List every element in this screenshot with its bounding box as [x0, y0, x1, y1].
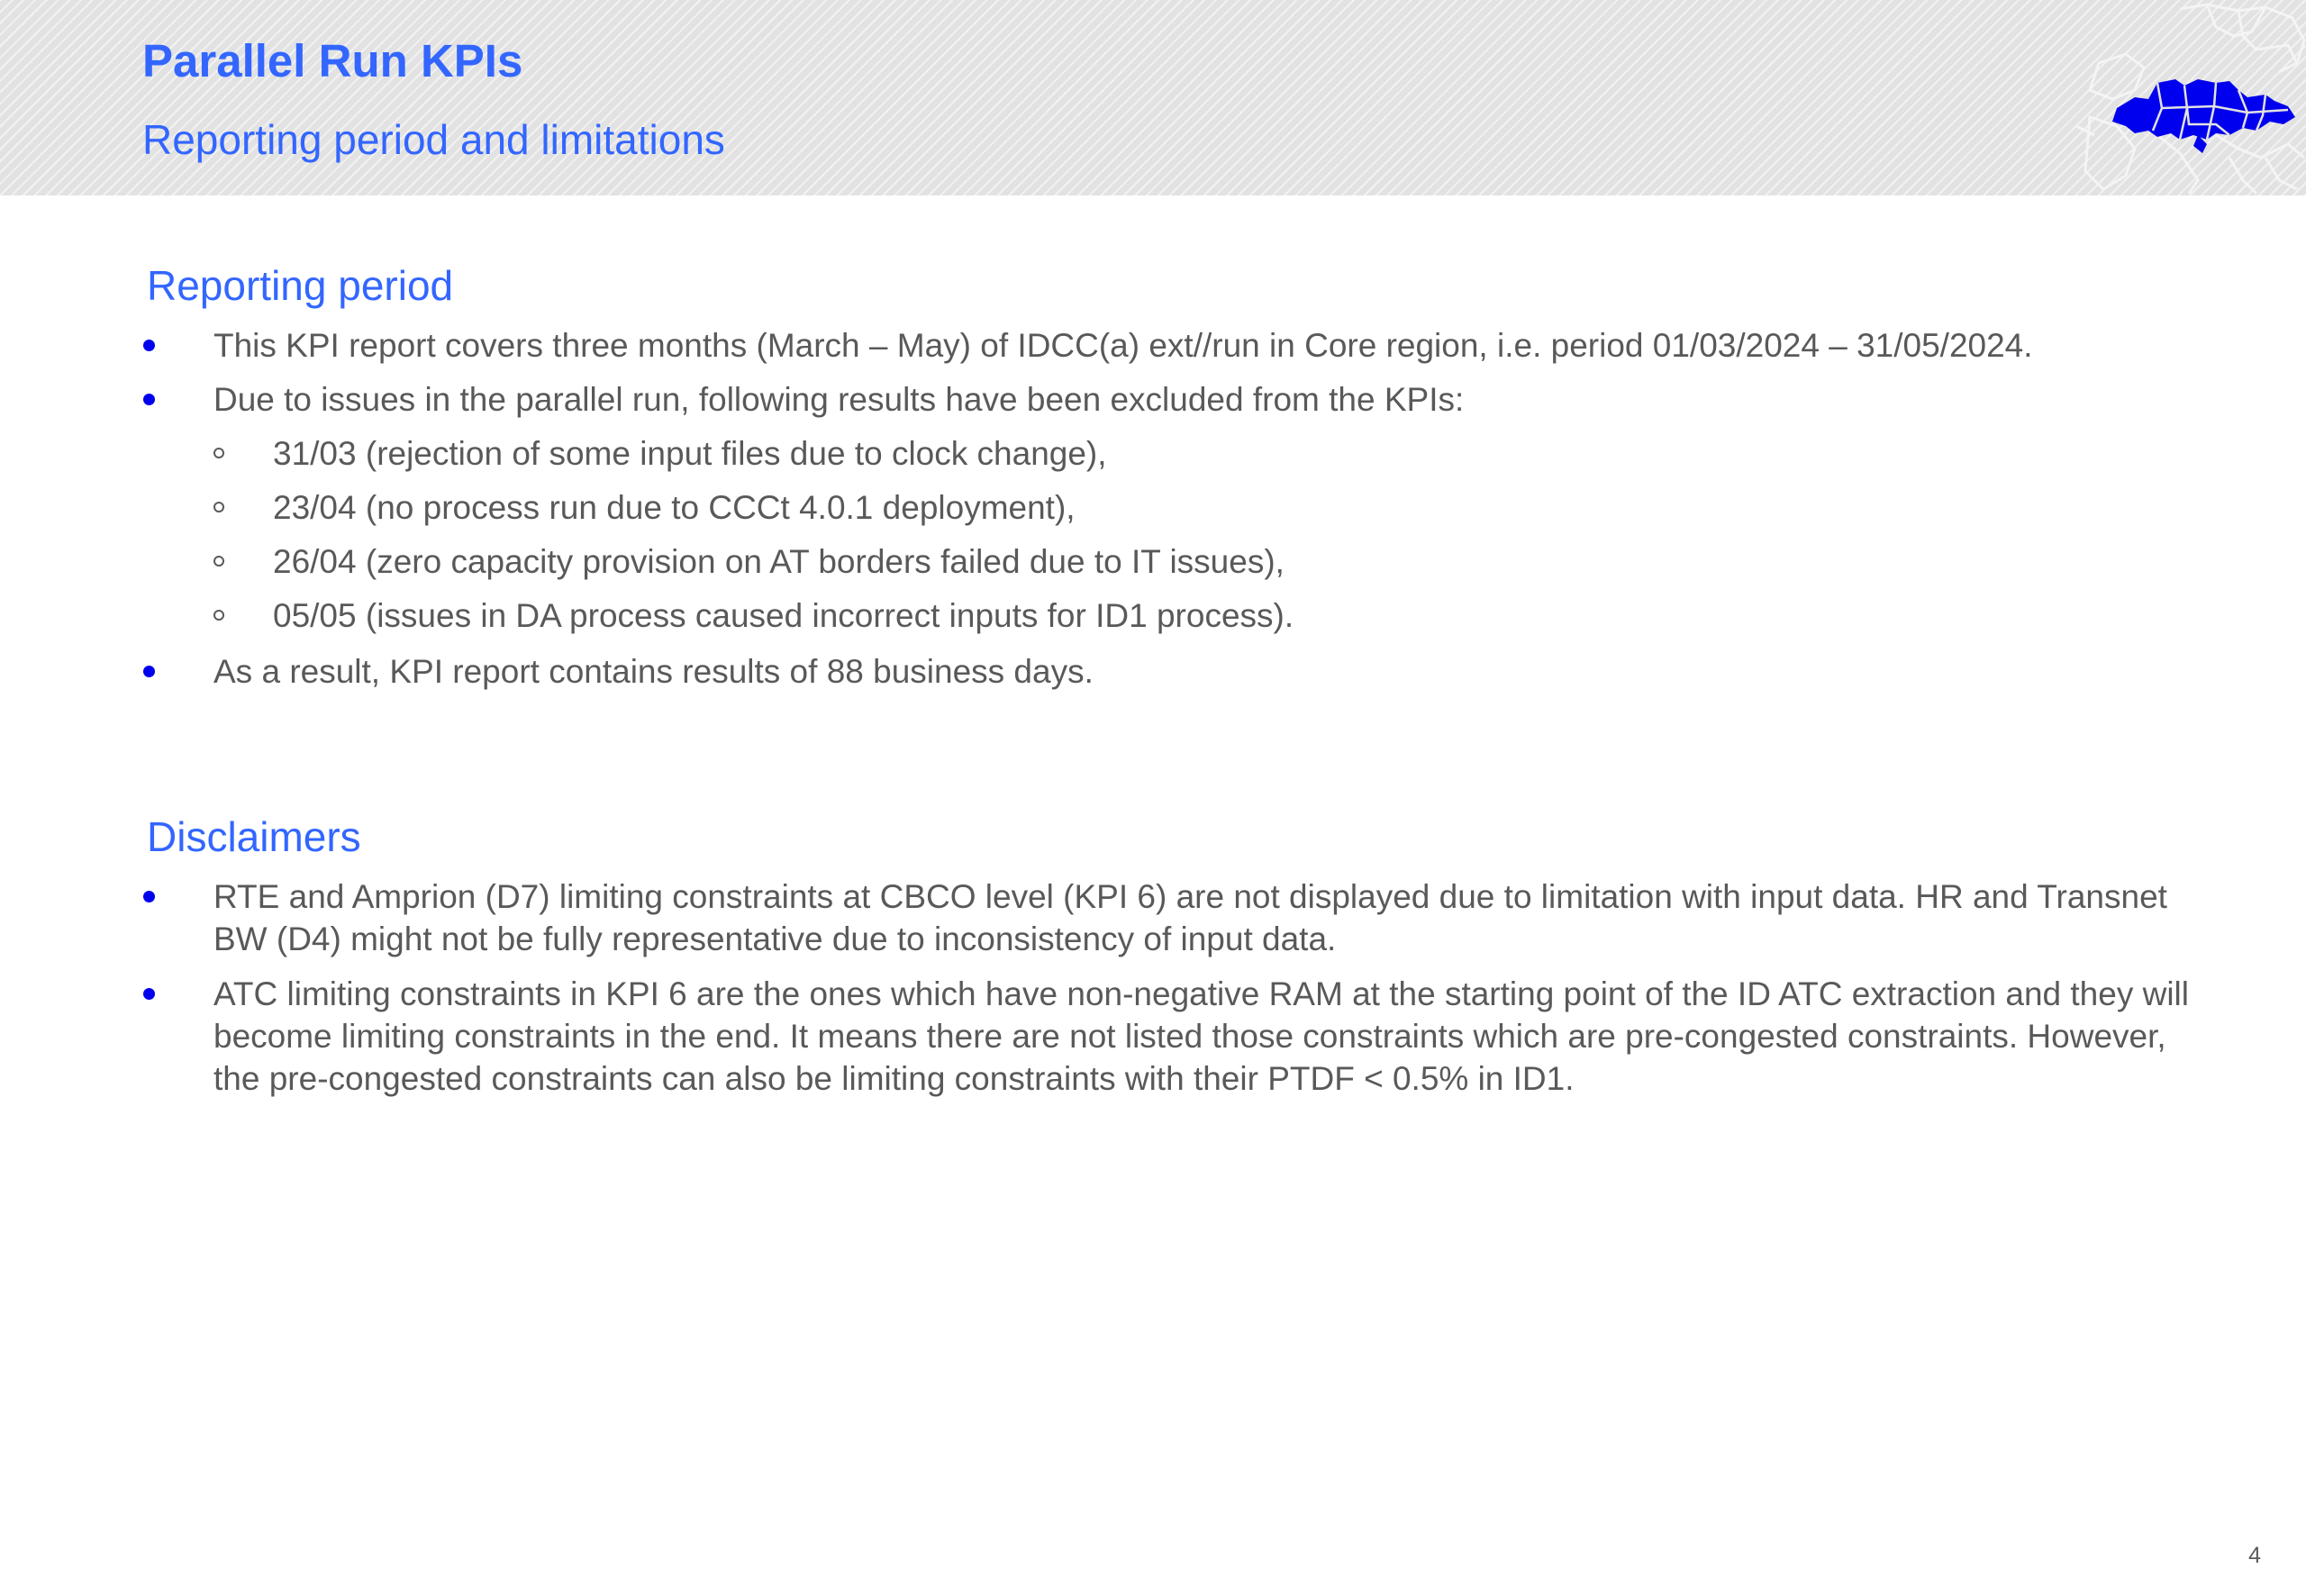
bullet-icon [143, 394, 155, 405]
excluded-day-text: 31/03 (rejection of some input files due to clock change), [273, 435, 1107, 472]
circle-bullet-icon [213, 556, 224, 567]
list-item [213, 650, 2195, 693]
bullet-icon [143, 340, 155, 351]
excluded-day-item [273, 486, 1076, 529]
bullet-text: This KPI report covers three months (March – May) of IDCC(a) ext//run in Core region, i.e. period 01/03/2024 – 31/05/2024. [213, 327, 2033, 364]
list-item [213, 378, 2195, 421]
bullet-text: Due to issues in the parallel run, following results have been excluded from the KPIs: [213, 381, 1465, 418]
excluded-day-item [273, 540, 1285, 583]
bullet-text: As a result, KPI report contains results of 88 business days. [213, 653, 1094, 690]
bullet-icon [143, 988, 155, 1000]
europe-core-region-map-icon [2072, 0, 2306, 195]
circle-bullet-icon [213, 610, 224, 621]
disclaimers-heading: Disclaimers [147, 813, 361, 860]
reporting-period-heading: Reporting period [147, 262, 454, 309]
excluded-day-item [273, 594, 1294, 637]
circle-bullet-icon [213, 448, 224, 458]
excluded-day-item [273, 432, 1107, 475]
bullet-text: RTE and Amprion (D7) limiting constraints at CBCO level (KPI 6) are not displayed due to limitation with input data. HR and Transnet BW (D4) might not be fully representative due to inconsistency of input data. [213, 878, 2167, 957]
list-item [213, 324, 2195, 367]
excluded-day-text: 05/05 (issues in DA process caused incorrect inputs for ID1 process). [273, 597, 1294, 634]
page-title: Parallel Run KPIs [142, 35, 523, 86]
list-item [213, 973, 2195, 1100]
bullet-text: ATC limiting constraints in KPI 6 are the ones which have non-negative RAM at the starting point of the ID ATC extraction and they will become limiting constraints in the end. It means there are not listed those constraints which are pre-congested constraints. However, the pre-congested constraints can also be limiting constraints with their PTDF < 0.5% in ID1. [213, 975, 2189, 1097]
page-subtitle: Reporting period and limitations [142, 116, 725, 163]
header-banner [0, 0, 2306, 195]
page-number: 4 [2248, 1543, 2261, 1568]
circle-bullet-icon [213, 502, 224, 512]
list-item [213, 875, 2195, 960]
bullet-icon [143, 891, 155, 902]
bullet-icon [143, 666, 155, 677]
excluded-day-text: 26/04 (zero capacity provision on AT borders failed due to IT issues), [273, 543, 1285, 580]
excluded-day-text: 23/04 (no process run due to CCCt 4.0.1 deployment), [273, 489, 1076, 526]
